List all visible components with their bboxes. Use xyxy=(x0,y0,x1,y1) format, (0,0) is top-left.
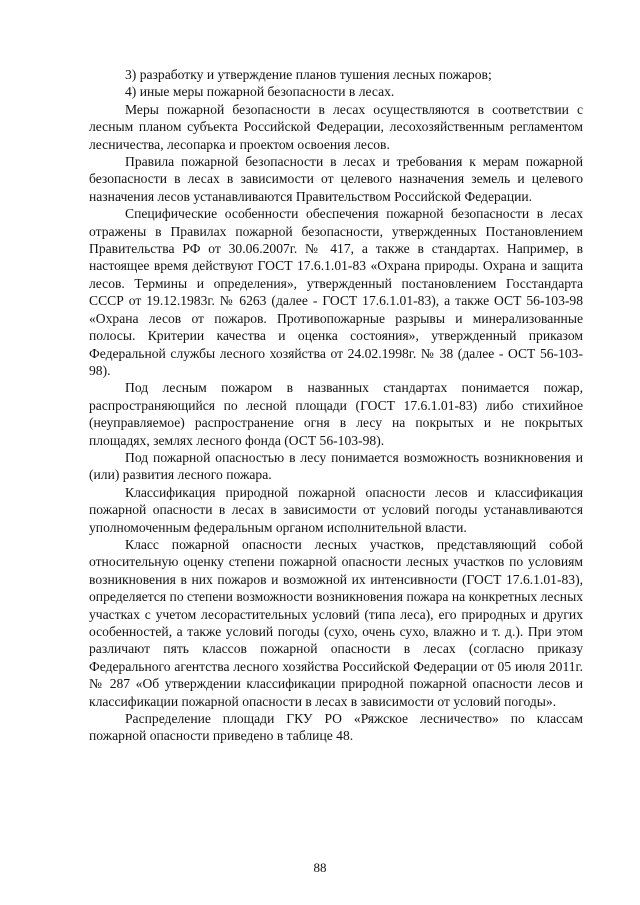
paragraph-list-item-3: 3) разработку и утверждение планов тушения лесных пожаров; xyxy=(125,67,492,82)
paragraph-fire-safety-measures: Меры пожарной безопасности в лесах осуществляются в соответствии с лесным планом субъекта Российской Федерации, лесохозяйственным регламентом лесничества, лесопарка и проектом освоения лесов. xyxy=(89,101,583,152)
paragraph-classification: Классификация природной пожарной опасности лесов и классификация пожарной опасности в лесах в зависимости от условий погоды устанавливаются уполномоченным федеральным органом исполнительной власти. xyxy=(89,484,583,535)
body-text xyxy=(89,66,583,745)
paragraph-forest-fire-definition: Под лесным пожаром в названных стандартах понимается пожар, распространяющийся по лесной площади (ГОСТ 17.6.1.01-83) либо стихийное (неуправляемое) распространение огня в лесу на покрытых и не покрытых площадях, землях лесного фонда (ОСТ 56-103-98). xyxy=(89,380,583,448)
page-number: 88 xyxy=(313,860,327,875)
paragraph-fire-safety-rules: Правила пожарной безопасности в лесах и требования к мерам пожарной безопасности в лесах в зависимости от целевого назначения земель и целевого назначения лесов устанавливаются Правительством Российской Федерации. xyxy=(89,154,583,204)
paragraph-area-distribution: Распределение площади ГКУ РО «Ряжское лесничество» по классам пожарной опасности приведено в таблице 48. xyxy=(89,711,583,744)
paragraph-fire-danger-class: Класс пожарной опасности лесных участков, представляющий собой относительную оценку степени пожарной опасности лесных участков по условиям возникновения в них пожаров и возможной их интенсивности (ГОСТ 17.6.1.01-83), определяется по степени возможности возникновения пожара на конкретных лесных участках с учетом лесорастительных условий (типа леса), его природных и других особенностей, а также условий погоды (сухо, очень сухо, влажно и т. д.). При этом различают пять классов пожарной опасности в лесах (согласно приказу Федерального агентства лесного хозяйства Российской Федерации от 05 июля 2011г. № 287 «Об утверждении классификации природной пожарной опасности лесов и классификации пожарной опасности в лесах в зависимости от условий погоды». xyxy=(89,536,583,709)
paragraph-fire-danger-definition: Под пожарной опасностью в лесу понимается возможность возникновения и (или) развития лесного пожара. xyxy=(89,449,583,483)
paragraph-list-item-4: 4) иные меры пожарной безопасности в лесах. xyxy=(125,84,395,100)
paragraph-specific-features: Специфические особенности обеспечения пожарной безопасности в лесах отражены в Правилах пожарной безопасности, утвержденных Постановлением Правительства РФ от 30.06.2007г. № 417, а также в стандартах. Например, в настоящее время действуют ГОСТ 17.6.1.01-83 «Охрана природы. Охрана и защита лесов. Термины и определения», утвержденный постановлением Госстандарта СССР от 19.12.1983г. № 6263 (далее - ГОСТ 17.6.1.01-83), а также ОСТ 56-103-98 «Охрана лесов от пожаров. Противопожарные разрывы и минерализованные полосы. Критерии качества и оценка состояния», утвержденный приказом Федеральной службы лесного хозяйства от 24.02.1998г. № 38 (далее - ОСТ 56-103-98). xyxy=(89,206,583,378)
